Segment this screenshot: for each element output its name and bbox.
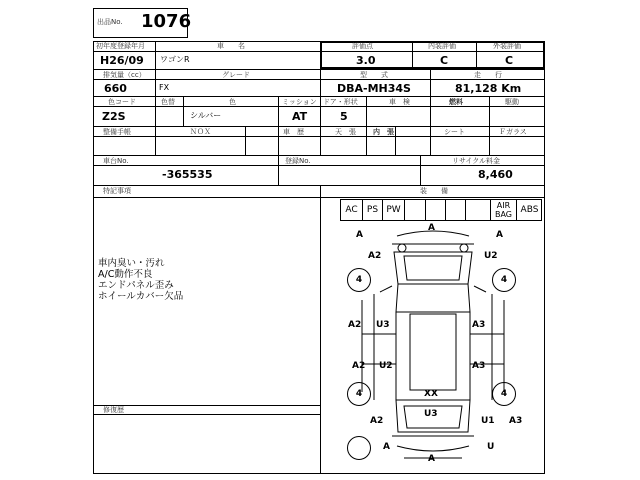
- seat-label: シート: [444, 128, 465, 136]
- interior-trim-label: 内 張: [373, 128, 394, 136]
- mileage-label: 走 行: [474, 71, 502, 79]
- mark-a3-right-lower: A3: [472, 361, 486, 371]
- recycle-fee-label: リサイクル料金: [452, 157, 501, 165]
- equip-pw: PW: [386, 205, 401, 215]
- fuel-label: 燃料: [449, 98, 463, 106]
- mark-top-right-a: A: [496, 230, 503, 240]
- first-reg-value: H26/09: [100, 54, 144, 67]
- mark-a3-right-upper: A3: [472, 320, 486, 330]
- model-value: DBA-MH34S: [337, 82, 411, 95]
- f-glass-label: Ｆガラス: [499, 128, 527, 136]
- mark-u-bottom-right: U: [487, 442, 495, 452]
- mark-a2-upper: A2: [368, 251, 382, 261]
- mark-u3-left: U3: [376, 320, 390, 330]
- exterior-label: 外装評価: [493, 42, 521, 50]
- reg-no-label: 登録No.: [285, 157, 311, 165]
- lot-label: 出品No.: [97, 18, 123, 26]
- equip-abs: ABS: [520, 205, 539, 215]
- roof-label: 天 張: [335, 128, 356, 136]
- grade-label: グレード: [222, 71, 250, 79]
- remark-item: A/C動作不良: [98, 269, 153, 280]
- mark-u1-rear: U1: [481, 416, 495, 426]
- recycle-fee-value: 8,460: [478, 168, 513, 181]
- displacement-label: 排気量（cc）: [103, 71, 146, 79]
- repair-label: 修復歴: [103, 406, 124, 414]
- model-label: 型 式: [360, 71, 388, 79]
- inspection-label: 車 検: [389, 98, 410, 106]
- color-value: シルバー: [190, 111, 222, 120]
- lot-number: 1076: [141, 11, 192, 32]
- mark-a2-rear: A2: [370, 416, 384, 426]
- equip-ps: PS: [366, 205, 379, 215]
- score-value: 3.0: [356, 54, 376, 67]
- mission-label: ミッション: [282, 98, 317, 106]
- interior-label: 内装評価: [428, 42, 456, 50]
- car-name-label: 車 名: [217, 42, 245, 50]
- color-code-value: Z2S: [102, 110, 126, 123]
- color-swap-label: 色替: [161, 98, 175, 106]
- drive-label: 駆動: [505, 98, 519, 106]
- records-label: 整備手帳: [103, 128, 131, 136]
- grade-value: FX: [159, 83, 170, 92]
- mark-u2-lower: U2: [379, 361, 393, 371]
- remark-item: エンドパネル歪み: [98, 280, 174, 291]
- tire-front-left: 4: [347, 268, 371, 292]
- remark-item: 車内臭い・汚れ: [98, 258, 165, 269]
- tire-rear-left: 4: [347, 382, 371, 406]
- exterior-value: C: [505, 54, 514, 67]
- first-reg-label: 初年度登録年月: [96, 42, 145, 50]
- color-label: 色: [229, 98, 236, 106]
- mark-a-bottom: A: [428, 454, 435, 464]
- mark-u3-rear: U3: [424, 409, 438, 419]
- equipment-label: 装 備: [420, 187, 448, 195]
- mark-a-bottom-left: A: [383, 442, 390, 452]
- remarks-list: [98, 258, 183, 302]
- remark-item: ホイールカバー欠品: [98, 291, 184, 302]
- interior-value: C: [440, 54, 449, 67]
- mark-a3-rear: A3: [509, 416, 523, 426]
- tire-front-right: 4: [492, 268, 516, 292]
- mark-u2-upper: U2: [484, 251, 498, 261]
- mark-a2-left: A2: [348, 320, 362, 330]
- car-name-value: ワゴンR: [160, 55, 190, 64]
- equip-ac: AC: [345, 205, 358, 215]
- mark-a2-lower: A2: [352, 361, 366, 371]
- mark-front-a: A: [428, 223, 435, 233]
- tire-rear-right: 4: [492, 382, 516, 406]
- doors-shape-label: ドア・形状: [323, 98, 358, 106]
- history-label: 車 歴: [283, 128, 304, 136]
- mark-xx: XX: [424, 389, 438, 399]
- doors-value: 5: [340, 110, 348, 123]
- color-code-label: 色コード: [108, 98, 136, 106]
- remarks-label: 特記事項: [103, 187, 131, 195]
- spare-tire: [347, 436, 371, 460]
- equip-airbag: AIR BAG: [494, 201, 513, 219]
- mission-value: AT: [292, 110, 308, 123]
- mileage-value: 81,128 Km: [455, 82, 522, 95]
- displacement-value: 660: [104, 82, 127, 95]
- mark-top-left-a: A: [356, 230, 363, 240]
- chassis-no-value: -365535: [162, 168, 213, 181]
- nox-label: ＮＯＸ: [190, 128, 211, 136]
- chassis-no-label: 車台No.: [103, 157, 129, 165]
- score-label: 評価点: [352, 42, 373, 50]
